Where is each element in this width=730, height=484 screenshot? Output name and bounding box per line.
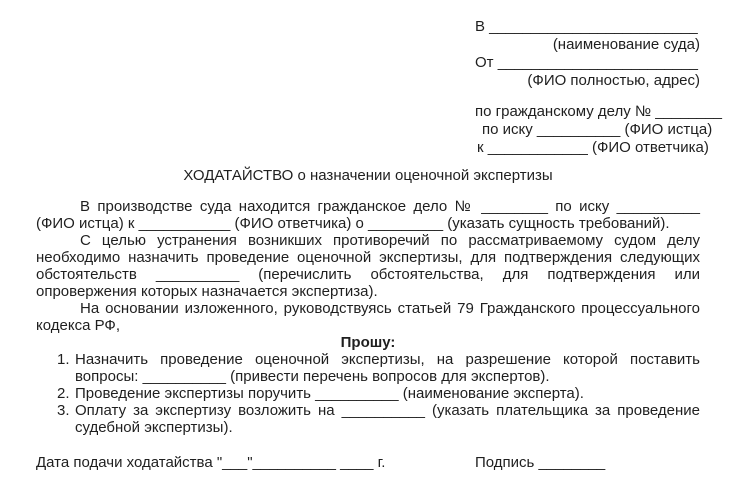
defendant-line: к ____________ (ФИО ответчика)	[477, 139, 709, 156]
document-footer	[36, 454, 700, 471]
court-name-caption: (наименование суда)	[552, 36, 700, 53]
request-item-3	[36, 402, 700, 436]
item-text: Назначить проведение оценочной экспертизы, на разрешение которой поставить вопросы: __________ (привести перечень вопросов для экспертов).	[75, 351, 700, 385]
applicant-name-caption: (ФИО полностью, адрес)	[527, 72, 700, 89]
plaintiff-line: по иску __________ (ФИО истца)	[482, 121, 713, 138]
item-number: 1.	[57, 351, 70, 368]
document-title: ХОДАТАЙСТВО о назначении оценочной экспертизы	[183, 167, 553, 184]
court-header-block	[475, 18, 722, 157]
document-body	[36, 198, 700, 436]
item-text: Оплату за экспертизу возложить на __________ (указать плательщика за проведение судебной экспертизы).	[75, 402, 700, 436]
item-number: 2.	[57, 385, 70, 402]
signature-line: Подпись ________	[475, 454, 606, 471]
court-name-line: В _________________________	[475, 18, 698, 35]
case-info-block	[475, 103, 722, 157]
request-item-2	[36, 385, 700, 402]
paragraph-expertise-purpose: С целью устранения возникших противоречий по рассматриваемому судом делу необходимо назначить проведение оценочной экспертизы, для подтверждения следующих обстоятельств __________ (перечислить обстоятельства, для подтверждения или опровержения которых назначается экспертиза).	[36, 232, 700, 300]
item-number: 3.	[57, 402, 70, 419]
paragraph-case-intro: В производстве суда находится гражданское дело № ________ по иску __________ (ФИО истца) к ___________ (ФИО ответчика) о _________ (указать сущность требований).	[36, 198, 700, 232]
applicant-name-line: От ________________________	[475, 54, 698, 71]
request-list	[36, 351, 700, 436]
request-heading: Прошу:	[340, 334, 396, 351]
paragraph-legal-basis: На основании изложенного, руководствуясь статьей 79 Гражданского процессуального кодекса РФ,	[36, 300, 700, 334]
item-text: Проведение экспертизы поручить __________ (наименование эксперта).	[75, 385, 584, 402]
request-item-1	[36, 351, 700, 385]
filing-date-line: Дата подачи ходатайства "___"__________ ____ г.	[36, 454, 386, 471]
case-number-line: по гражданскому делу № ________	[475, 103, 722, 120]
